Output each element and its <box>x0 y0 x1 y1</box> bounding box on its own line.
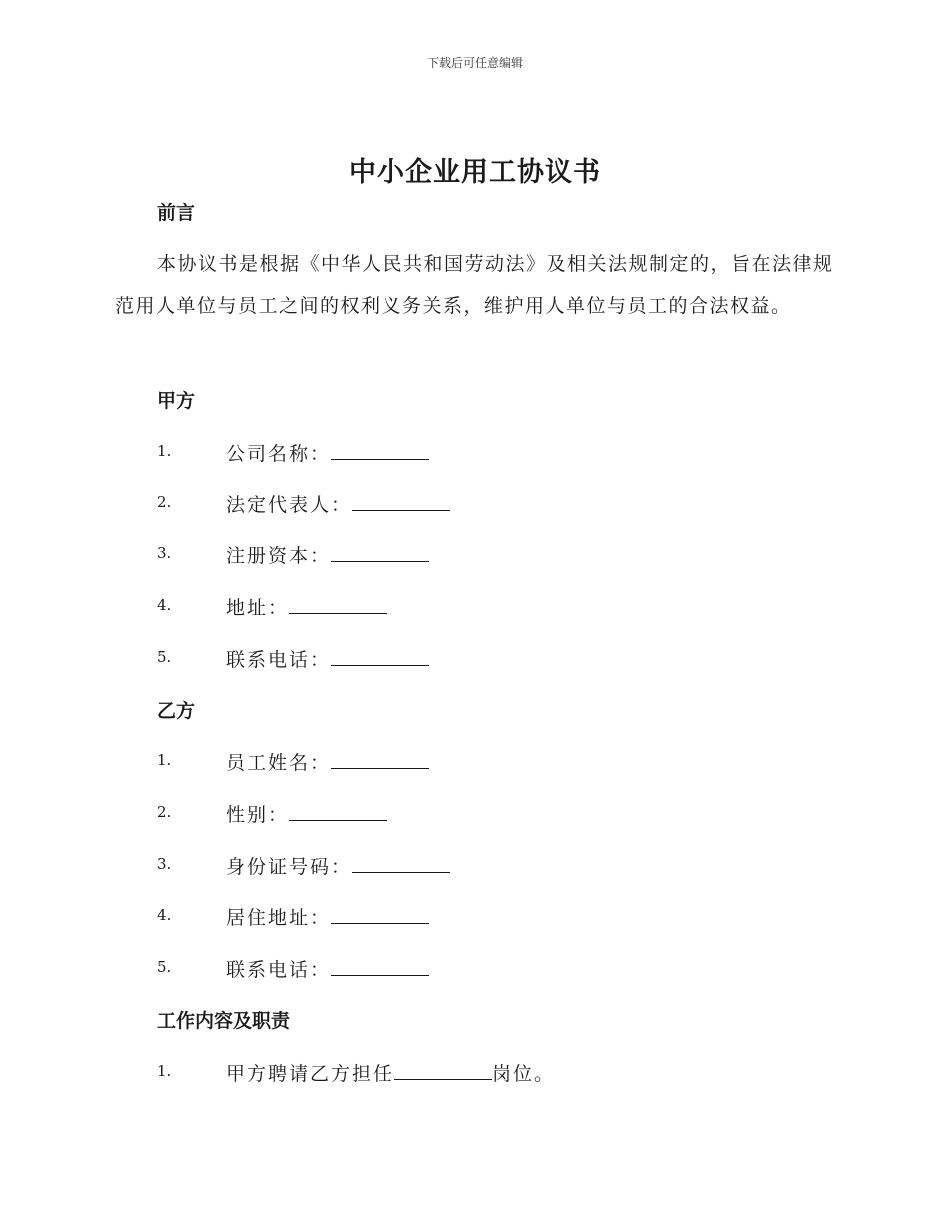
fill-blank[interactable] <box>394 1059 492 1080</box>
item-number: 1. <box>157 751 172 769</box>
fill-blank[interactable] <box>331 541 429 562</box>
header-note: 下载后可任意编辑 <box>426 56 523 70</box>
field-label: 身份证号码： <box>226 856 353 878</box>
field-label: 联系电话： <box>226 959 332 981</box>
section-heading-duties: 工作内容及职责 <box>157 1010 291 1032</box>
item-number: 4. <box>157 906 172 924</box>
field-label: 员工姓名： <box>226 752 332 774</box>
field-label: 公司名称： <box>226 443 332 465</box>
fill-blank[interactable] <box>331 903 429 924</box>
field-label: 居住地址： <box>226 907 332 929</box>
fill-blank[interactable] <box>331 645 429 666</box>
section-heading-party-a: 甲方 <box>157 390 196 412</box>
field-label: 地址： <box>226 597 290 619</box>
fill-blank[interactable] <box>289 593 387 614</box>
fill-blank[interactable] <box>331 748 429 769</box>
field-label: 注册资本： <box>226 545 332 567</box>
item-number: 2. <box>157 493 172 511</box>
field-label: 性别： <box>226 804 290 826</box>
item-number: 4. <box>157 596 172 614</box>
item-number: 2. <box>157 803 172 821</box>
item-number: 1. <box>157 442 172 460</box>
fill-blank[interactable] <box>352 852 450 873</box>
item-number: 5. <box>157 648 172 666</box>
item-number: 5. <box>157 958 172 976</box>
document-title: 中小企业用工协议书 <box>349 157 601 188</box>
section-heading-party-b: 乙方 <box>157 700 196 722</box>
item-number: 3. <box>157 855 172 873</box>
fill-blank[interactable] <box>331 955 429 976</box>
clause-text-after: 岗位。 <box>492 1063 556 1085</box>
field-label: 法定代表人： <box>226 494 353 516</box>
fill-blank[interactable] <box>289 800 387 821</box>
item-number: 3. <box>157 544 172 562</box>
section-heading-preface: 前言 <box>157 202 196 224</box>
preface-paragraph: 本协议书是根据《中华人民共和国劳动法》及相关法规制定的，旨在法律规范用人单位与员工之间的权利义务关系，维护用人单位与员工的合法权益。 <box>115 253 834 317</box>
item-number: 1. <box>157 1062 172 1080</box>
clause-text-before: 甲方聘请乙方担任 <box>226 1063 395 1085</box>
fill-blank[interactable] <box>331 439 429 460</box>
fill-blank[interactable] <box>352 490 450 511</box>
field-label: 联系电话： <box>226 649 332 671</box>
